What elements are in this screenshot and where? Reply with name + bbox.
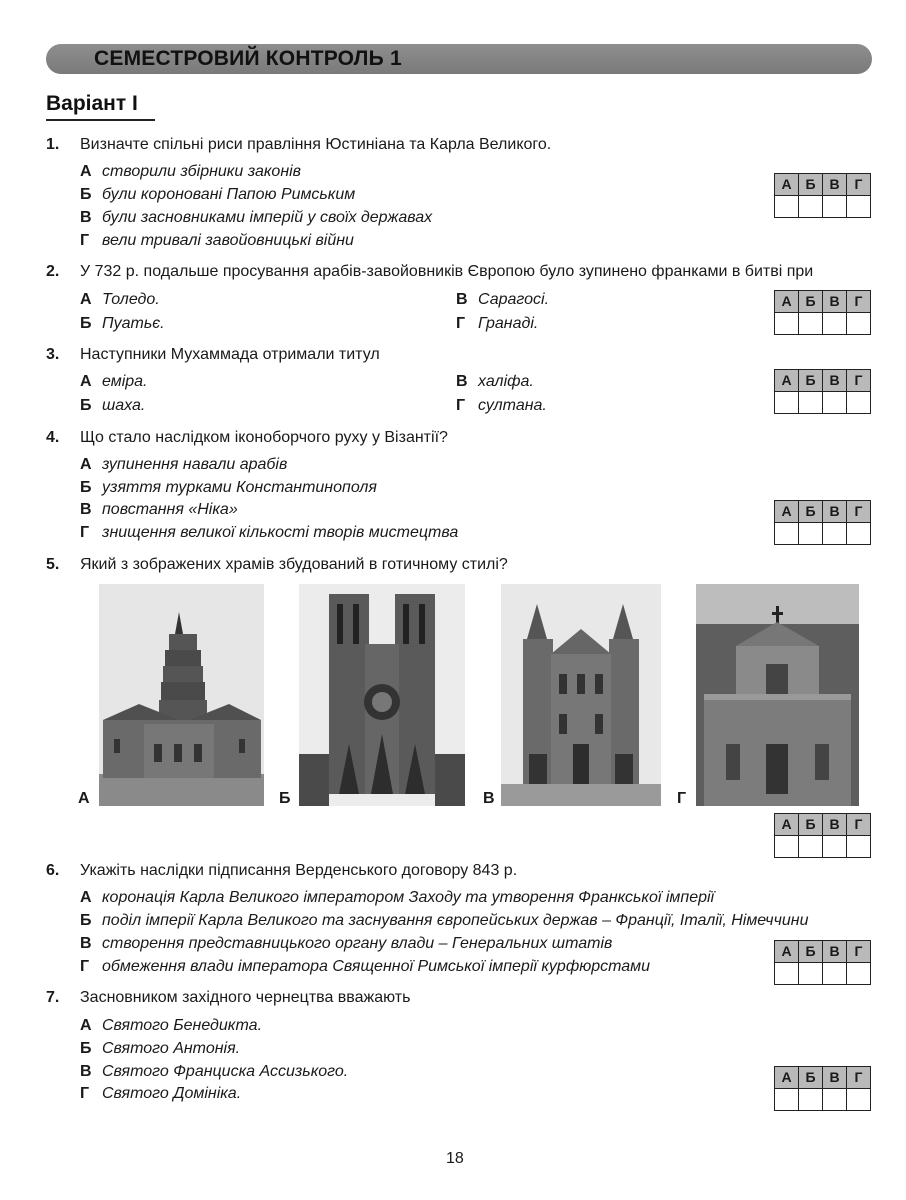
church-photo-a xyxy=(99,584,264,806)
answer-cell[interactable] xyxy=(775,963,799,985)
question-number: 4. xyxy=(46,429,60,446)
answer-cell[interactable] xyxy=(823,963,847,985)
answer-cell[interactable] xyxy=(847,836,870,858)
answer-cell[interactable] xyxy=(799,523,823,545)
answer-cell[interactable] xyxy=(799,313,823,335)
answer-cell[interactable] xyxy=(799,196,823,218)
option-d: Г Гранаді. xyxy=(456,315,539,332)
answer-grid-q7[interactable]: А Б В Г xyxy=(774,1066,871,1111)
church-photo-d xyxy=(696,584,859,806)
answer-cell[interactable] xyxy=(847,392,870,414)
answer-cell[interactable] xyxy=(775,196,799,218)
photo-label-c: В xyxy=(483,790,495,807)
answer-grid-q4[interactable]: А Б В Г xyxy=(774,500,871,545)
question-text: Наступники Мухаммада отримали титул xyxy=(80,346,380,363)
question-number: 2. xyxy=(46,263,60,280)
option-a: А Толедо. xyxy=(80,291,160,308)
church-photo-b xyxy=(299,584,465,806)
option-a: А еміра. xyxy=(80,373,148,390)
question-text: Визначте спільні риси правління Юстиніана та Карла Великого. xyxy=(80,136,552,153)
option-d: Г обмеження влади імператора Священної Римської імперії курфюрстами xyxy=(80,958,651,975)
answer-grid-q3[interactable]: А Б В Г xyxy=(774,369,871,414)
photo-label-a: А xyxy=(78,790,90,807)
option-a: А коронація Карла Великого імператором Заходу та утворення Франкської імперії xyxy=(80,889,715,906)
answer-cell[interactable] xyxy=(823,523,847,545)
option-a: А Святого Бенедикта. xyxy=(80,1017,263,1034)
option-b: Б Пуатьє. xyxy=(80,315,165,332)
question-number: 5. xyxy=(46,556,60,573)
answer-grid-q6[interactable]: А Б В Г xyxy=(774,940,871,985)
answer-cell[interactable] xyxy=(799,836,823,858)
option-a: А зупинення навали арабів xyxy=(80,456,288,473)
option-b: Б Святого Антонія. xyxy=(80,1040,241,1057)
option-d: Г Святого Домініка. xyxy=(80,1085,242,1102)
question-number: 6. xyxy=(46,862,60,879)
answer-cell[interactable] xyxy=(775,313,799,335)
option-c: В повстання «Ніка» xyxy=(80,501,238,518)
section-title-bar xyxy=(46,44,872,74)
answer-cell[interactable] xyxy=(775,836,799,858)
option-c: В Святого Франциска Ассизького. xyxy=(80,1063,349,1080)
question-number: 1. xyxy=(46,136,60,153)
option-c: В халіфа. xyxy=(456,373,534,390)
answer-grid-q2[interactable]: А Б В Г xyxy=(774,290,871,335)
option-a: А створили збірники законів xyxy=(80,163,302,180)
section-title: СЕМЕСТРОВИЙ КОНТРОЛЬ 1 xyxy=(94,47,402,70)
option-c: В Сарагосі. xyxy=(456,291,550,308)
variant-heading: Варіант I xyxy=(46,92,138,115)
question-text: Засновником західного чернецтва вважають xyxy=(80,989,411,1006)
answer-cell[interactable] xyxy=(775,392,799,414)
answer-cell[interactable] xyxy=(823,196,847,218)
question-text: У 732 р. подальше просування арабів-завойовників Європою було зупинено франками в битві при xyxy=(80,263,814,280)
answer-cell[interactable] xyxy=(847,1089,870,1111)
answer-cell[interactable] xyxy=(823,836,847,858)
answer-cell[interactable] xyxy=(775,1089,799,1111)
answer-grid-q5[interactable]: А Б В Г xyxy=(774,813,871,858)
photo-label-d: Г xyxy=(677,790,687,807)
option-d: Г знищення великої кількості творів мистецтва xyxy=(80,524,459,541)
question-number: 7. xyxy=(46,989,60,1006)
answer-cell[interactable] xyxy=(847,313,870,335)
answer-cell[interactable] xyxy=(799,392,823,414)
answer-cell[interactable] xyxy=(799,963,823,985)
answer-cell[interactable] xyxy=(847,963,870,985)
answer-cell[interactable] xyxy=(823,392,847,414)
option-b: Б були короновані Папою Римським xyxy=(80,186,356,203)
church-photo-c xyxy=(501,584,661,806)
option-b: Б поділ імперії Карла Великого та заснування європейських держав – Франції, Італії, Німеччини xyxy=(80,912,809,929)
answer-grid-q1[interactable]: А Б В Г xyxy=(774,173,871,218)
option-b: Б шаха. xyxy=(80,397,146,414)
answer-cell[interactable] xyxy=(847,196,870,218)
option-b: Б узяття турками Константинополя xyxy=(80,479,377,496)
answer-cell[interactable] xyxy=(823,1089,847,1111)
option-c: В створення представницького органу влади – Генеральних штатів xyxy=(80,935,613,952)
answer-cell[interactable] xyxy=(847,523,870,545)
question-text: Який з зображених храмів збудований в готичному стилі? xyxy=(80,556,508,573)
question-number: 3. xyxy=(46,346,60,363)
variant-underline xyxy=(46,119,155,121)
page-number: 18 xyxy=(446,1150,464,1167)
photo-label-b: Б xyxy=(279,790,291,807)
option-d: Г султана. xyxy=(456,397,547,414)
answer-cell[interactable] xyxy=(799,1089,823,1111)
question-text: Що стало наслідком іконоборчого руху у Візантії? xyxy=(80,429,448,446)
question-text: Укажіть наслідки підписання Верденського договору 843 р. xyxy=(80,862,518,879)
answer-cell[interactable] xyxy=(823,313,847,335)
answer-cell[interactable] xyxy=(775,523,799,545)
option-c: В були засновниками імперій у своїх державах xyxy=(80,209,433,226)
option-d: Г вели тривалі завойовницькі війни xyxy=(80,232,354,249)
